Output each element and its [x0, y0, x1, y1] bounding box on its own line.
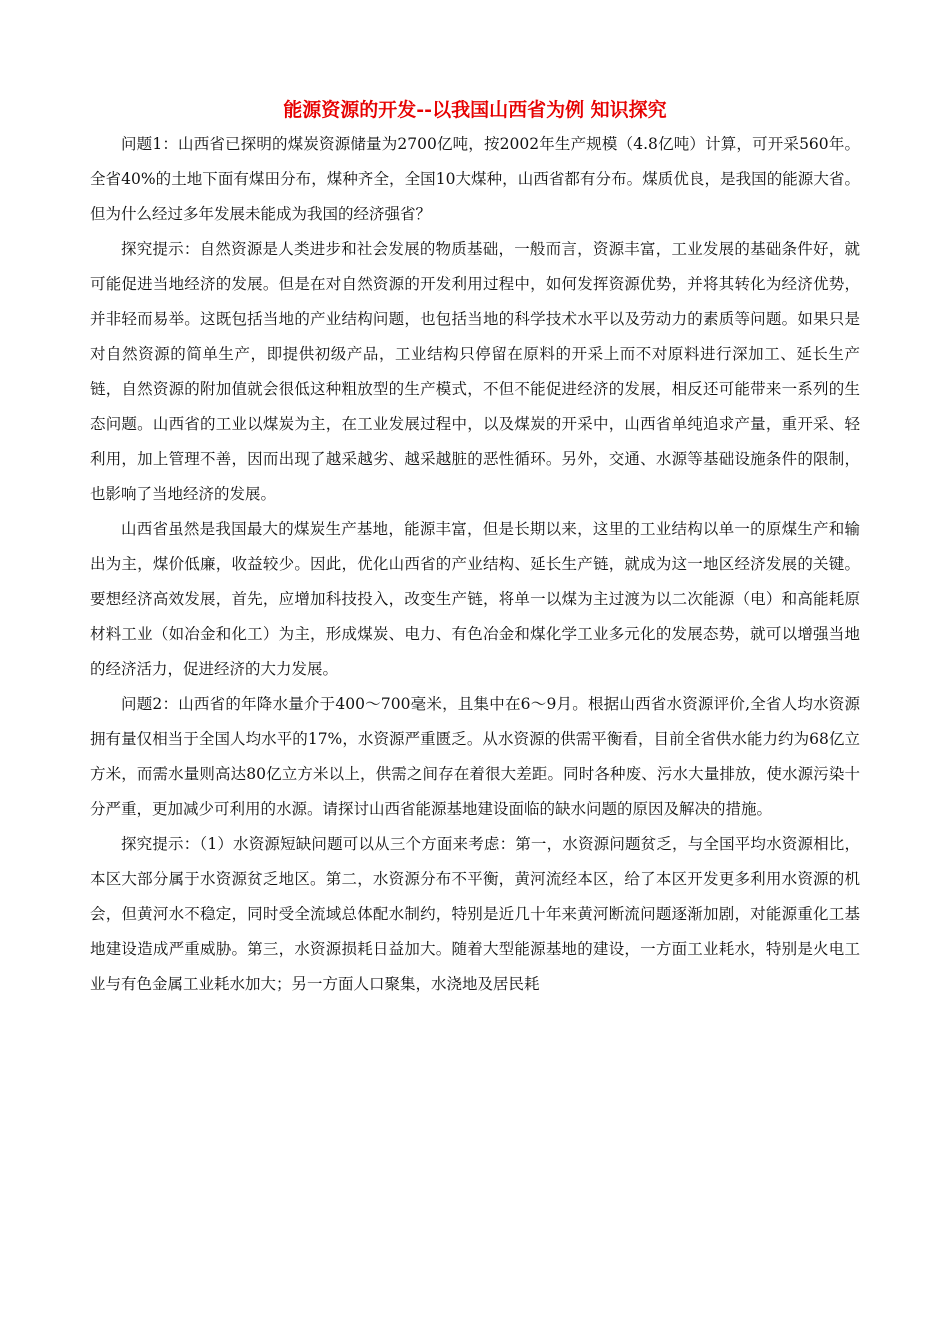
paragraph-question-1: 问题1：山西省已探明的煤炭资源储量为2700亿吨，按2002年生产规模（4.8亿吨）计算，可开采560年。全省40%的土地下面有煤田分布，煤种齐全，全国10大煤种，山西省都有分布。煤质优良，是我国的能源大省。但为什么经过多年发展未能成为我国的经济强省？ — [90, 135, 860, 223]
paragraph-hint-1: 探究提示：自然资源是人类进步和社会发展的物质基础，一般而言，资源丰富，工业发展的基础条件好，就可能促进当地经济的发展。但是在对自然资源的开发利用过程中，如何发挥资源优势，并将其转化为经济优势，并非轻而易举。这既包括当地的产业结构问题，也包括当地的科学技术水平以及劳动力的素质等问题。如果只是对自然资源的简单生产，即提供初级产品，工业结构只停留在原料的开采上而不对原料进行深加工、延长生产链，自然资源的附加值就会很低这种粗放型的生产模式，不但不能促进经济的发展，相反还可能带来一系列的生态问题。山西省的工业以煤炭为主，在工业发展过程中，以及煤炭的开采中，山西省单纯追求产量，重开采、轻利用，加上管理不善，因而出现了越采越劣、越采越脏的恶性循环。另外，交通、水源等基础设施条件的限制，也影响了当地经济的发展。 — [90, 240, 860, 503]
paragraph-question-2: 问题2：山西省的年降水量介于400～700毫米，且集中在6～9月。根据山西省水资源评价,全省人均水资源拥有量仅相当于全国人均水平的17%，水资源严重匮乏。从水资源的供需平衡看，目前全省供水能力约为68亿立方米，而需水量则高达80亿立方米以上，供需之间存在着很大差距。同时各种废、污水大量排放，使水源污染十分严重，更加减少可利用的水源。请探讨山西省能源基地建设面临的缺水问题的原因及解决的措施。 — [90, 695, 860, 818]
paragraph-hint-1-continued: 山西省虽然是我国最大的煤炭生产基地，能源丰富，但是长期以来，这里的工业结构以单一的原煤生产和输出为主，煤价低廉，收益较少。因此，优化山西省的产业结构、延长生产链，就成为这一地区经济发展的关键。要想经济高效发展，首先，应增加科技投入，改变生产链，将单一以煤为主过渡为以二次能源（电）和高能耗原材料工业（如冶金和化工）为主，形成煤炭、电力、有色冶金和煤化学工业多元化的发展态势，就可以增强当地的经济活力，促进经济的大力发展。 — [90, 520, 860, 678]
document-title: 能源资源的开发--以我国山西省为例 知识探究 — [283, 99, 667, 121]
document-body — [90, 127, 860, 1002]
paragraph-hint-2: 探究提示：（1）水资源短缺问题可以从三个方面来考虑：第一，水资源问题贫乏，与全国平均水资源相比，本区大部分属于水资源贫乏地区。第二，水资源分布不平衡，黄河流经本区，给了本区开发更多利用水资源的机会，但黄河水不稳定，同时受全流域总体配水制约，特别是近几十年来黄河断流问题逐渐加剧，对能源重化工基地建设造成严重威胁。第三，水资源损耗日益加大。随着大型能源基地的建设，一方面工业耗水，特别是火电工业与有色金属工业耗水加大；另一方面人口聚集，水浇地及居民耗 — [90, 835, 860, 993]
